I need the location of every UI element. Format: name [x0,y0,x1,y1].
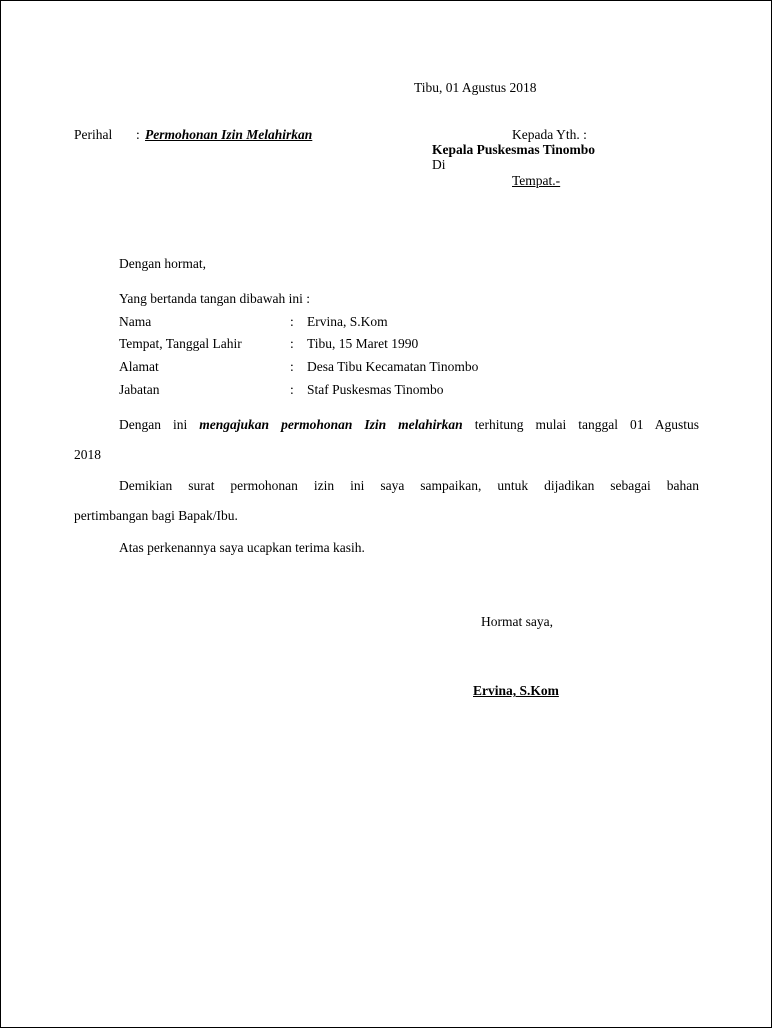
field-value: Ervina, S.Kom [307,314,388,329]
field-label: Nama [119,314,152,329]
field-colon: : [290,359,294,374]
field-label: Jabatan [119,382,160,397]
signoff: Hormat saya, [481,614,553,629]
field-value: Desa Tibu Kecamatan Tinombo [307,359,479,374]
field-colon: : [290,336,294,351]
place-date: Tibu, 01 Agustus 2018 [414,80,537,95]
field-colon: : [290,314,294,329]
field-value: Staf Puskesmas Tinombo [307,382,444,397]
subject-label: Perihal [74,127,113,142]
body-p1-line2: 2018 [74,447,101,462]
body-p1-emphasis: mengajukan permohonan Izin melahirkan [199,417,463,432]
recipient-di: Di [432,157,446,172]
recipient-to-label: Kepada Yth. : [512,127,587,142]
signatory-name: Ervina, S.Kom [473,683,559,698]
body-p1-prefix: Dengan ini [119,417,188,432]
field-label: Tempat, Tanggal Lahir [119,336,242,351]
body-p2-line1: Demikian surat permohonan izin ini saya sampaikan, untuk dijadikan sebagai bahan [119,478,699,493]
body-p1-line1 [74,416,699,433]
field-value: Tibu, 15 Maret 1990 [307,336,419,351]
field-label: Alamat [119,359,159,374]
body-p2-line2: pertimbangan bagi Bapak/Ibu. [74,508,238,523]
body-paragraph-request [74,416,699,433]
recipient-name: Kepala Puskesmas Tinombo [432,142,596,157]
subject-value: Permohonan Izin Melahirkan [145,127,313,142]
body-paragraph-closing [74,477,699,494]
greeting: Dengan hormat, [119,256,206,271]
intro-line: Yang bertanda tangan dibawah ini : [119,291,310,306]
body-p1-suffix: terhitung mulai tanggal 01 Agustus [474,417,700,432]
closing-thanks: Atas perkenannya saya ucapkan terima kasih. [119,540,365,555]
recipient-place: Tempat.- [512,173,561,188]
subject-colon: : [136,127,140,142]
field-colon: : [290,382,294,397]
